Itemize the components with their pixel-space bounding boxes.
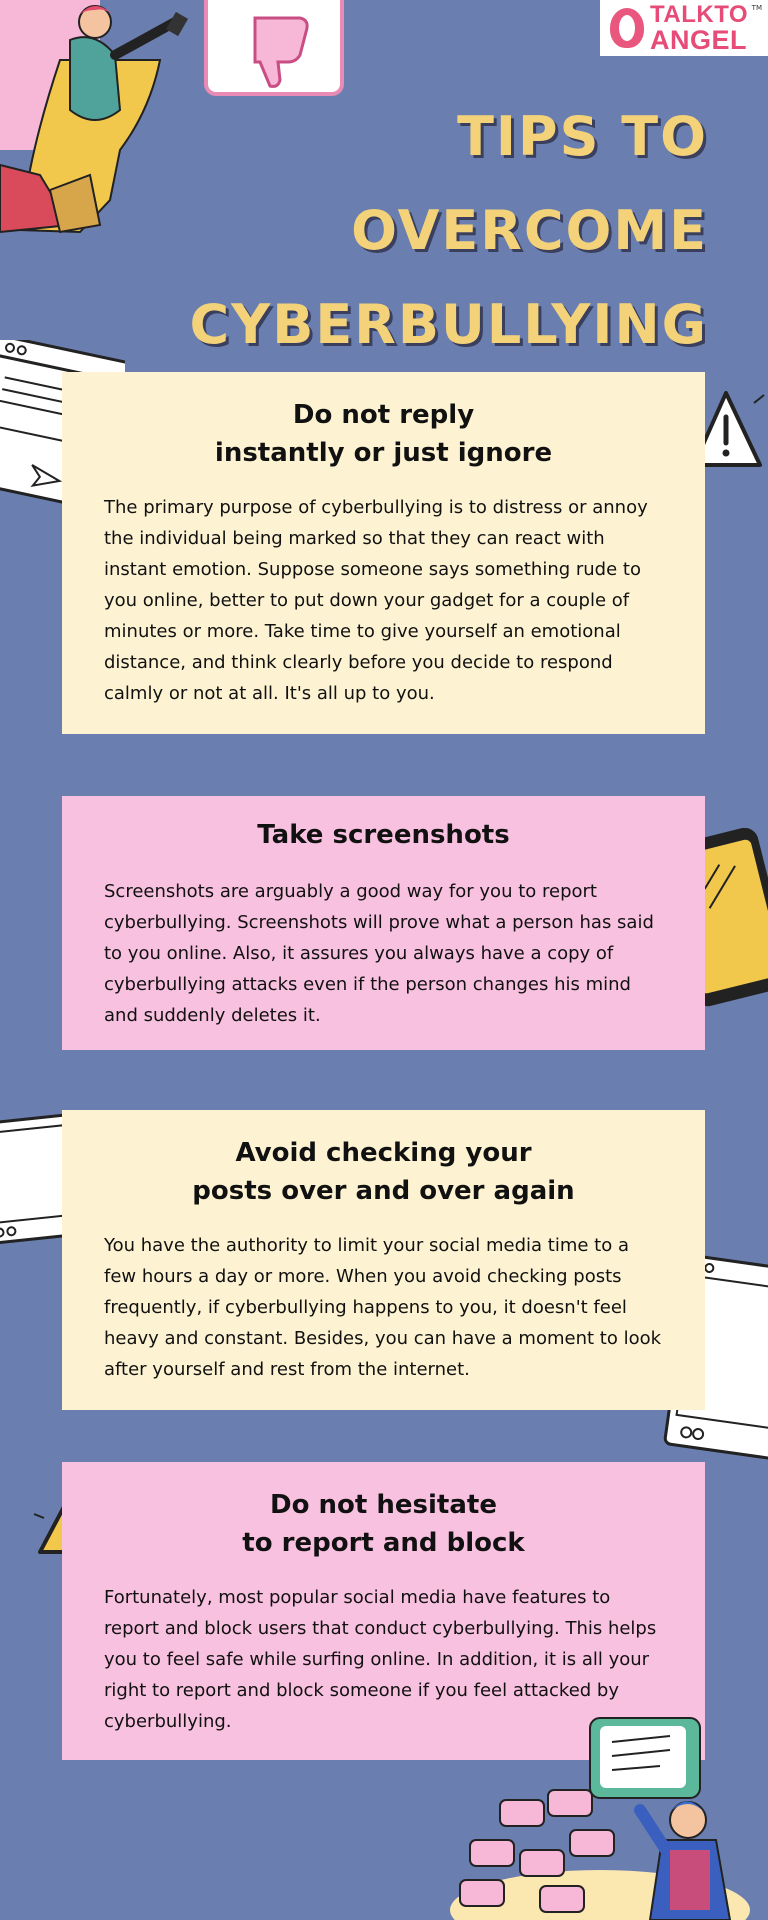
tip-body-1: The primary purpose of cyberbullying is to distress or annoy the individual being marked so that they can react with instant emotion. Suppose someone says something rude to you online, better to put down your gadget for a couple of minutes or more. Take time to give yourself an emotional distance, and think clearly before you decide to respond calmly or not at all. It's all up to you. (104, 497, 648, 704)
tip-card-2 (62, 796, 705, 1050)
logo-mark-icon (610, 8, 644, 48)
talktoangel-logo (600, 0, 768, 56)
tip-card-1 (62, 372, 705, 734)
tip-heading-2: Take screenshots (257, 820, 510, 850)
logo-text-line2: ANGEL (650, 24, 747, 55)
logo-trademark: TM (751, 4, 762, 12)
tip-heading-3: Avoid checking your posts over and over again (192, 1138, 575, 1206)
tip-heading-1: Do not reply instantly or just ignore (214, 400, 553, 468)
tip-body-3: You have the authority to limit your social media time to a few hours a day or more. When you avoid checking posts frequently, if cyberbullying happens to you, it doesn't feel heavy and constant. Besides, you can have a moment to look after yourself and rest from the internet. (104, 1235, 662, 1380)
title-line-2: OVERCOME (351, 199, 708, 262)
thumbs-down-icon (200, 0, 350, 100)
tip-heading-4: Do not hesitate to report and block (242, 1490, 525, 1558)
logo-text-line1: TALKTO (650, 0, 749, 28)
title-line-1: TIPS TO (457, 105, 708, 168)
tip-body-2: Screenshots are arguably a good way for you to report cyberbullying. Screenshots will prove what a person has said to you online. Also, it assures you always have a copy of cyberbullying attacks even if the person changes his mind and suddenly deletes it. (104, 881, 654, 1026)
page-title (148, 90, 708, 372)
tip-card-3 (62, 1110, 705, 1410)
tip-body-4: Fortunately, most popular social media have features to report and block users that conduct cyberbullying. This helps you to feel safe while surfing online. In addition, it is all your right to report and block someone if you feel attacked by cyberbullying. (104, 1587, 657, 1732)
title-line-3: CYBERBULLYING (189, 293, 708, 356)
chat-bubbles-illustration (440, 1700, 768, 1920)
